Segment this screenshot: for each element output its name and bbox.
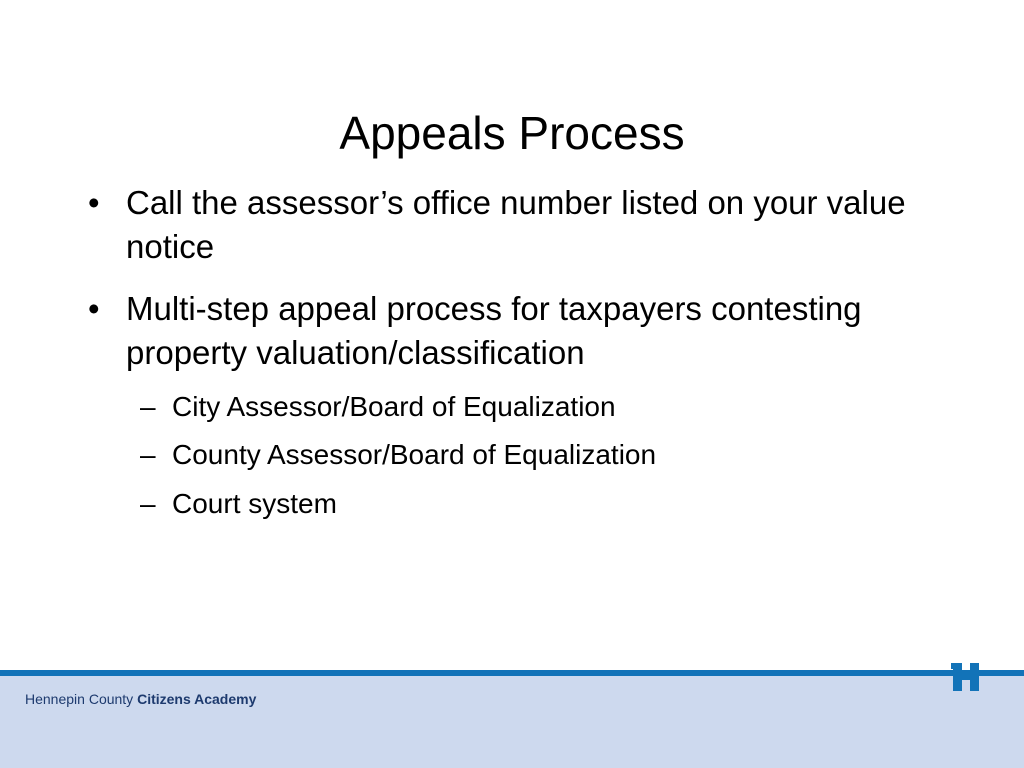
bullet-text: Call the assessor’s office number listed on your value notice	[126, 184, 906, 265]
sub-bullet-text: County Assessor/Board of Equalization	[172, 439, 657, 470]
footer-rule	[0, 670, 1024, 676]
footer-program-name: Citizens Academy	[137, 691, 257, 707]
footer-org-name: Hennepin County	[25, 691, 134, 707]
slide-title: Appeals Process	[339, 107, 685, 159]
sub-bullet-marker: –	[140, 391, 156, 422]
logo-cross-bar	[962, 674, 970, 680]
footer-branding	[25, 689, 256, 709]
bullet-item	[88, 181, 908, 269]
sub-bullet-item	[140, 437, 900, 473]
sub-bullet-marker: –	[140, 439, 156, 470]
logo-notch	[951, 663, 954, 669]
bullet-marker: •	[88, 184, 100, 221]
bullet-item	[88, 287, 908, 375]
bullet-marker: •	[88, 290, 100, 327]
sub-bullet-marker: –	[140, 488, 156, 519]
sub-bullet-item	[140, 389, 900, 425]
logo-right-bar	[970, 663, 979, 691]
sub-bullet-text: Court system	[172, 488, 337, 519]
hennepin-h-logo-icon	[951, 661, 981, 693]
sub-bullet-item	[140, 486, 900, 522]
sub-bullet-text: City Assessor/Board of Equalization	[172, 391, 616, 422]
logo-left-bar	[953, 663, 962, 691]
bullet-text: Multi-step appeal process for taxpayers contesting property valuation/classification	[126, 290, 862, 371]
